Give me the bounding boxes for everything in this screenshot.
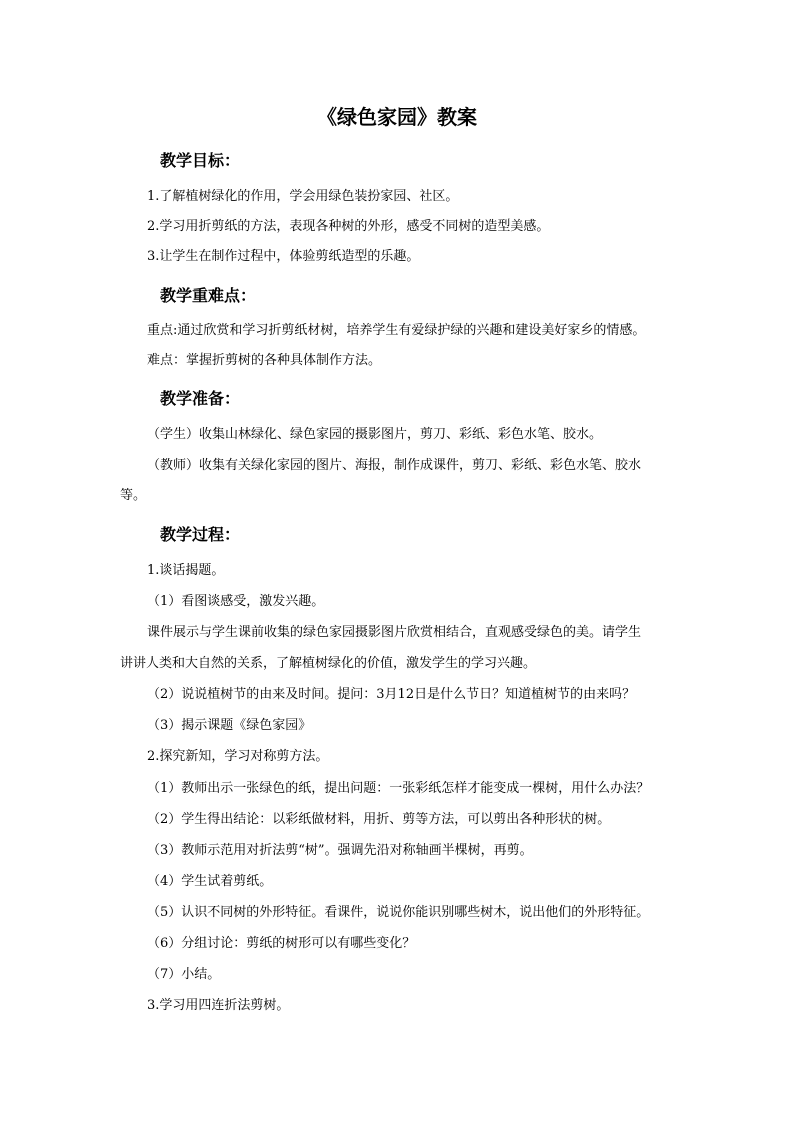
document-title: 《绿色家园》教案 xyxy=(317,105,477,129)
preparation-item: 等。 xyxy=(120,488,147,503)
process-item: （1）看图谈感受，激发兴趣。 xyxy=(147,594,325,609)
process-item: （2）说说植树节的由来及时间。提问：3月12日是什么节日？知道植树节的由来吗？ xyxy=(147,687,636,702)
preparation-item: （学生）收集山林绿化、绿色家园的摄影图片，剪刀、彩纸、彩色水笔、胶水。 xyxy=(147,427,603,442)
process-item: （6）分组讨论：剪纸的树形可以有哪些变化？ xyxy=(147,936,416,951)
process-item: （7）小结。 xyxy=(147,967,221,982)
key-point-item: 难点：掌握折剪树的各种具体制作方法。 xyxy=(147,353,382,368)
heading-preparation: 教学准备： xyxy=(160,389,241,408)
objective-item: 3.让学生在制作过程中，体验剪纸造型的乐趣。 xyxy=(147,249,420,264)
process-item: 讲讲人类和大自然的关系，了解植树绿化的价值，激发学生的学习兴趣。 xyxy=(120,656,537,671)
process-item: （2）学生得出结论：以彩纸做材料，用折、剪等方法，可以剪出各种形状的树。 xyxy=(147,812,611,827)
heading-objectives: 教学目标： xyxy=(160,151,241,170)
process-item: 2.探究新知，学习对称剪方法。 xyxy=(147,749,329,764)
objective-item: 2.学习用折剪纸的方法，表现各种树的外形，感受不同树的造型美感。 xyxy=(147,219,550,234)
process-item: 1.谈话揭题。 xyxy=(147,563,225,578)
key-point-item: 重点:通过欣赏和学习折剪纸材树，培养学生有爱绿护绿的兴趣和建设美好家乡的情感。 xyxy=(147,323,646,338)
objective-item: 1.了解植树绿化的作用，学会用绿色装扮家园、社区。 xyxy=(147,189,459,204)
heading-key-points: 教学重难点： xyxy=(160,286,257,305)
process-item: （4）学生试着剪纸。 xyxy=(147,874,273,889)
process-item: 课件展示与学生课前收集的绿色家园摄影图片欣赏相结合，直观感受绿色的美。请学生 xyxy=(147,625,642,640)
process-item: （1）教师出示一张绿色的纸，提出问题：一张彩纸怎样才能变成一棵树，用什么办法？ xyxy=(147,781,650,796)
process-item: 3.学习用四连折法剪树。 xyxy=(147,998,290,1013)
process-item: （3）揭示课题《绿色家园》 xyxy=(147,718,312,733)
process-item: （5）认识不同树的外形特征。看课件，说说你能识别哪些树木，说出他们的外形特征。 xyxy=(147,905,650,920)
process-item: （3）教师示范用对折法剪“树”。强调先沿对称轴画半棵树，再剪。 xyxy=(147,843,533,858)
preparation-item: （教师）收集有关绿化家园的图片、海报，制作成课件，剪刀、彩纸、彩色水笔、胶水 xyxy=(147,458,642,473)
heading-process: 教学过程： xyxy=(160,525,241,544)
